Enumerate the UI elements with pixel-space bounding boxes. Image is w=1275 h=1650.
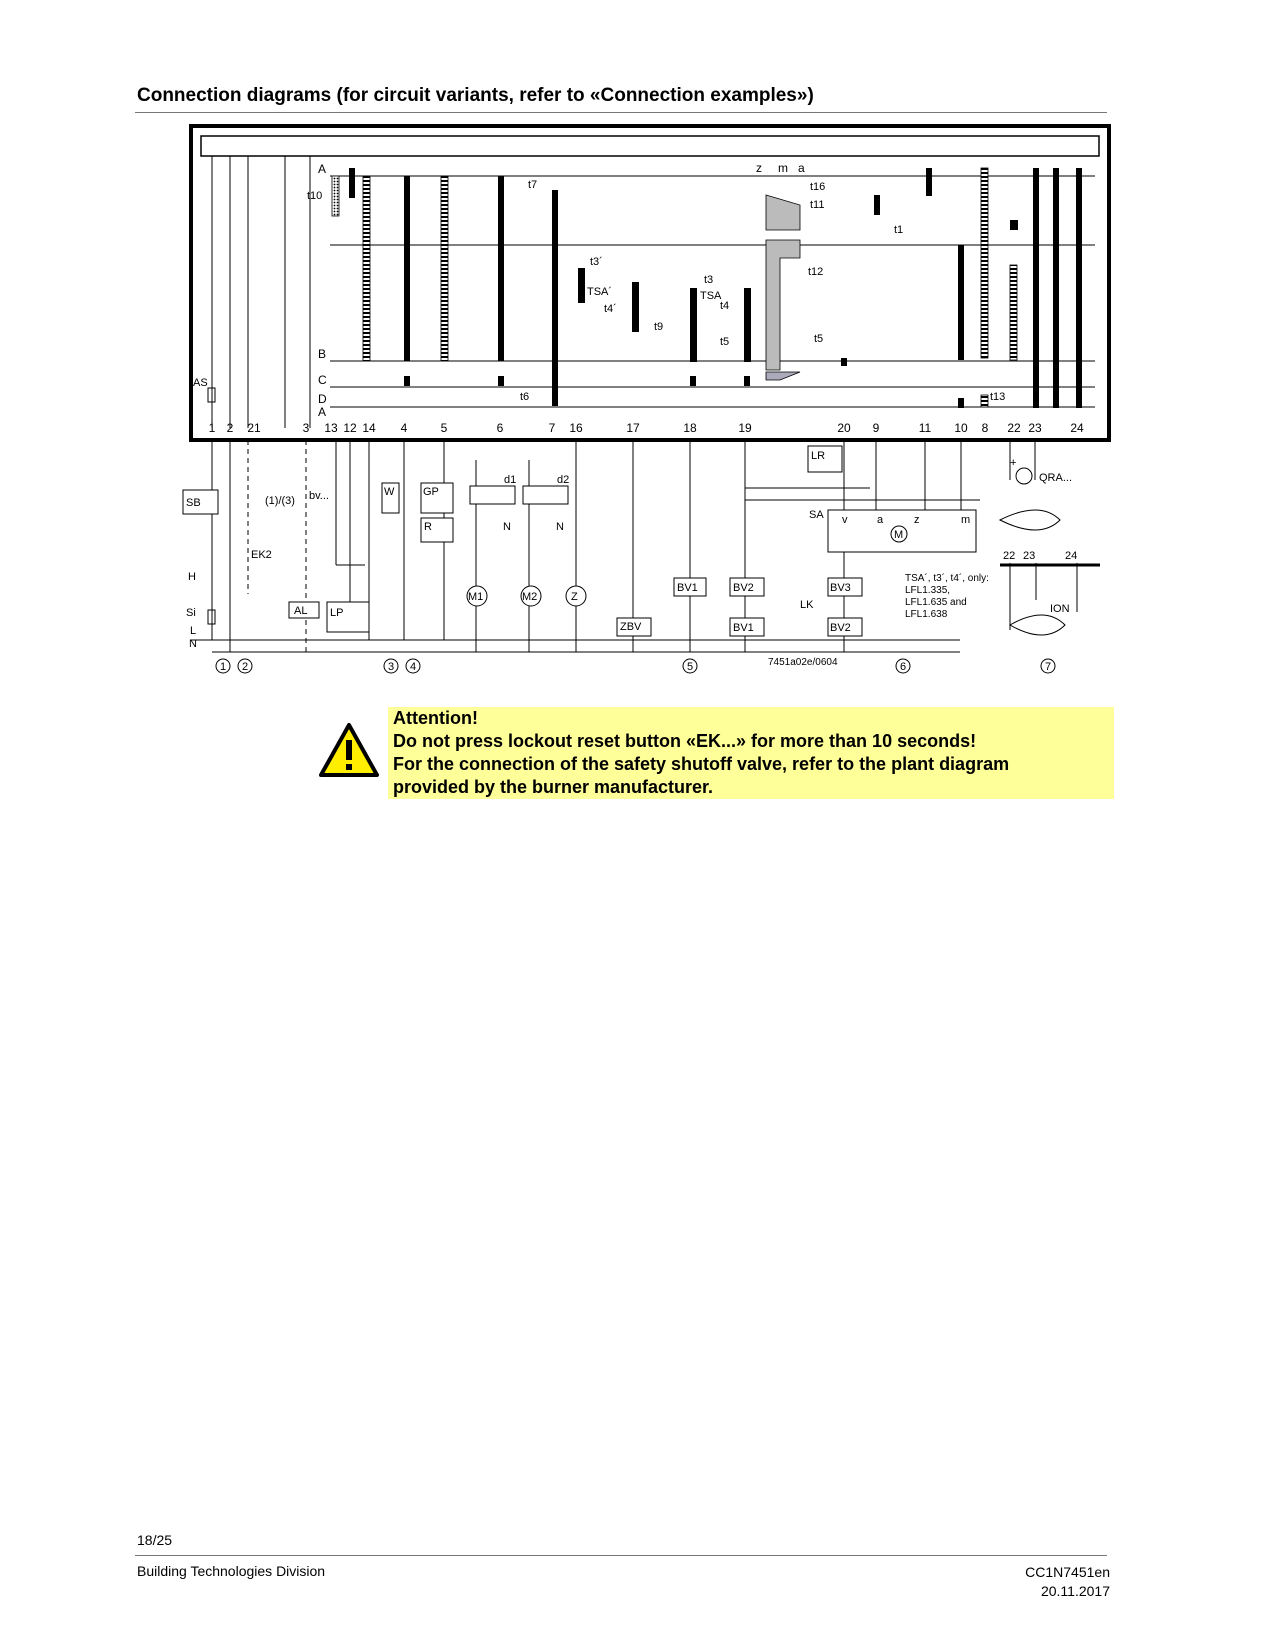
svg-text:TSA´: TSA´	[587, 286, 613, 298]
svg-text:t4´: t4´	[604, 303, 617, 315]
device-frame	[191, 126, 1109, 440]
svg-text:LP: LP	[330, 607, 344, 619]
svg-text:6: 6	[899, 661, 907, 673]
svg-text:A: A	[318, 405, 327, 419]
svg-text:t11: t11	[810, 199, 825, 211]
svg-text:20: 20	[837, 421, 851, 435]
svg-text:BV1: BV1	[677, 582, 698, 594]
svg-text:GP: GP	[423, 486, 439, 498]
svg-text:+: +	[1010, 457, 1017, 469]
svg-text:LK: LK	[800, 599, 814, 611]
svg-text:23: 23	[1023, 550, 1036, 562]
svg-text:C: C	[318, 373, 327, 387]
svg-text:ION: ION	[1050, 603, 1070, 615]
variant-note	[905, 572, 989, 620]
svg-text:N: N	[503, 521, 511, 533]
svg-text:14: 14	[362, 421, 376, 435]
internal-wires	[212, 156, 310, 428]
attention-line: Do not press lockout reset button «EK...» for more than 10 seconds!	[393, 731, 977, 751]
programme-bar	[201, 136, 1099, 156]
svg-text:2: 2	[226, 421, 234, 435]
svg-text:ZBV: ZBV	[620, 621, 642, 633]
svg-text:LFL1.638: LFL1.638	[905, 609, 948, 620]
row-labels	[318, 161, 805, 419]
cam-bars-solid	[349, 168, 1082, 408]
svg-text:a: a	[798, 161, 805, 175]
svg-text:t1: t1	[894, 224, 904, 236]
svg-text:3: 3	[387, 661, 395, 673]
svg-text:BV3: BV3	[830, 582, 851, 594]
svg-text:16: 16	[569, 421, 583, 435]
figure-code: 7451a02e/0604	[768, 657, 838, 668]
footer-division: Building Technologies Division	[137, 1563, 326, 1579]
svg-text:24: 24	[1070, 421, 1084, 435]
svg-text:t3: t3	[704, 274, 714, 286]
footer-meta	[1025, 1563, 1110, 1601]
svg-text:22: 22	[1007, 421, 1021, 435]
svg-text:t9: t9	[654, 321, 664, 333]
svg-text:m: m	[961, 514, 971, 526]
svg-text:H: H	[188, 571, 196, 583]
svg-text:8: 8	[981, 421, 989, 435]
svg-text:AS: AS	[193, 377, 208, 389]
svg-text:t10: t10	[307, 190, 323, 202]
svg-text:t16: t16	[810, 181, 826, 193]
svg-text:Z: Z	[571, 591, 578, 603]
svg-text:M2: M2	[522, 591, 538, 603]
svg-text:22: 22	[1003, 550, 1016, 562]
svg-text:t12: t12	[808, 266, 824, 278]
svg-text:18: 18	[683, 421, 697, 435]
cam-bars-hatched	[332, 168, 1017, 407]
circle-numbers	[216, 659, 1055, 673]
page-heading: Connection diagrams (for circuit variants, refer to «Connection examples»)	[137, 85, 814, 106]
svg-text:4: 4	[400, 421, 408, 435]
svg-text:SA: SA	[809, 509, 824, 521]
svg-text:N: N	[189, 638, 197, 650]
attention-line: For the connection of the safety shutoff valve, refer to the plant diagram	[393, 754, 1010, 774]
svg-text:a: a	[877, 514, 884, 526]
svg-text:24: 24	[1065, 550, 1078, 562]
motor-cam-low	[766, 372, 800, 380]
page-number: 18/25	[137, 1532, 173, 1548]
svg-text:z: z	[914, 514, 920, 526]
svg-text:1: 1	[208, 421, 216, 435]
motor-cam-top	[766, 195, 800, 230]
svg-text:t5: t5	[720, 336, 730, 348]
connection-diagram	[0, 0, 1275, 700]
svg-text:d1: d1	[504, 474, 517, 486]
svg-text:Si: Si	[186, 607, 196, 619]
time-labels	[307, 179, 1005, 403]
doc-date: 20.11.2017	[1040, 1583, 1110, 1599]
svg-text:5: 5	[686, 661, 694, 673]
svg-text:t6: t6	[520, 391, 530, 403]
svg-text:R: R	[424, 521, 432, 533]
attention-line: provided by the burner manufacturer.	[393, 777, 714, 797]
svg-text:3: 3	[302, 421, 310, 435]
attention-title: Attention!	[393, 708, 478, 728]
svg-text:(1)/(3): (1)/(3)	[265, 495, 295, 507]
svg-text:7: 7	[1044, 661, 1052, 673]
svg-text:SB: SB	[186, 497, 201, 509]
svg-text:BV2: BV2	[830, 622, 851, 634]
svg-text:13: 13	[324, 421, 338, 435]
doc-code: CC1N7451en	[1025, 1564, 1110, 1580]
svg-text:B: B	[318, 347, 327, 361]
svg-text:TSA´, t3´, t4´, only:: TSA´, t3´, t4´, only:	[905, 573, 989, 584]
svg-text:z: z	[756, 161, 762, 175]
svg-text:4: 4	[409, 661, 417, 673]
svg-text:EK2: EK2	[251, 549, 272, 561]
svg-text:W: W	[384, 486, 395, 498]
svg-text:t3´: t3´	[590, 256, 603, 268]
svg-text:BV1: BV1	[733, 622, 754, 634]
svg-text:t4: t4	[720, 300, 730, 312]
svg-text:v: v	[842, 514, 848, 526]
svg-text:L: L	[190, 625, 197, 637]
svg-text:9: 9	[872, 421, 880, 435]
svg-text:LFL1.635 and: LFL1.635 and	[905, 597, 967, 608]
motor-cam-mid	[766, 240, 800, 370]
footer-divider	[135, 1555, 1107, 1556]
svg-text:11: 11	[918, 421, 932, 435]
svg-text:1: 1	[219, 661, 227, 673]
svg-text:7: 7	[548, 421, 556, 435]
svg-text:bv...: bv...	[309, 490, 329, 502]
svg-text:m: m	[778, 161, 788, 175]
svg-text:N: N	[556, 521, 564, 533]
svg-text:12: 12	[343, 421, 357, 435]
svg-text:A: A	[318, 162, 327, 176]
svg-text:5: 5	[440, 421, 448, 435]
svg-text:2: 2	[241, 661, 249, 673]
warning-icon	[318, 722, 380, 778]
svg-text:BV2: BV2	[733, 582, 754, 594]
svg-text:19: 19	[738, 421, 752, 435]
svg-text:t13: t13	[990, 391, 1006, 403]
svg-text:M: M	[894, 529, 904, 541]
svg-text:6: 6	[496, 421, 504, 435]
svg-text:M1: M1	[468, 591, 484, 603]
svg-text:AL: AL	[294, 605, 308, 617]
svg-text:23: 23	[1028, 421, 1042, 435]
svg-text:TSA: TSA	[700, 290, 722, 302]
svg-text:10: 10	[954, 421, 968, 435]
svg-text:LR: LR	[811, 450, 826, 462]
terminal-numbers	[209, 421, 1084, 435]
svg-text:17: 17	[626, 421, 640, 435]
svg-text:d2: d2	[557, 474, 570, 486]
svg-text:t5: t5	[814, 333, 824, 345]
attention-text	[393, 707, 1105, 799]
svg-text:21: 21	[247, 421, 261, 435]
svg-text:LFL1.335,: LFL1.335,	[905, 585, 951, 596]
svg-text:t7: t7	[528, 179, 538, 191]
svg-text:D: D	[318, 392, 327, 406]
svg-text:QRA...: QRA...	[1039, 472, 1073, 484]
